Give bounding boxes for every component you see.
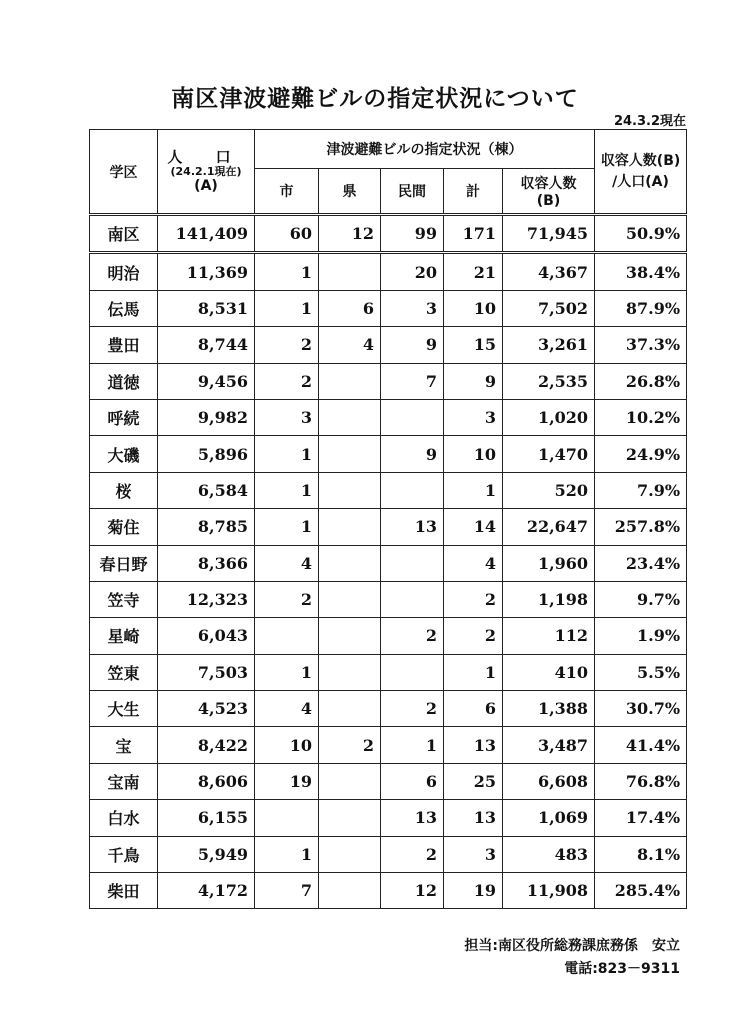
city-count-cell: 10 [255,727,319,763]
header-city: 市 [255,169,319,215]
city-count-cell: 1 [255,472,319,508]
table-row [90,509,687,545]
prefecture-count-cell [319,800,381,836]
header-ratio-line2: /人口(A) [612,173,669,190]
table-row [90,363,687,399]
summary-total: 171 [444,215,503,253]
private-count-cell: 13 [381,509,444,545]
header-prefecture: 県 [319,169,381,215]
header-district: 学区 [90,130,158,215]
total-count-cell: 4 [444,545,503,581]
capacity-cell: 410 [503,654,595,690]
capacity-cell: 3,261 [503,327,595,363]
prefecture-count-cell: 6 [319,290,381,326]
as-of-date: 24.3.2現在 [613,114,686,129]
population-cell: 5,896 [158,436,255,472]
population-cell: 7,503 [158,654,255,690]
prefecture-count-cell [319,545,381,581]
table-row [90,545,687,581]
city-count-cell: 1 [255,290,319,326]
ratio-cell: 285.4% [595,873,687,909]
contact-info: 担当:南区役所総務課庶務係 安立 [464,938,680,954]
city-count-cell: 7 [255,873,319,909]
total-count-cell: 15 [444,327,503,363]
total-count-cell: 13 [444,727,503,763]
header-population-label: 人 口 [167,147,245,166]
district-cell: 柴田 [90,873,158,909]
private-count-cell: 1 [381,727,444,763]
capacity-cell: 7,502 [503,290,595,326]
private-count-cell: 9 [381,436,444,472]
total-count-cell: 3 [444,836,503,872]
population-cell: 12,323 [158,581,255,617]
prefecture-count-cell [319,581,381,617]
prefecture-count-cell [319,436,381,472]
prefecture-count-cell [319,399,381,435]
district-cell: 春日野 [90,545,158,581]
ratio-cell: 30.7% [595,691,687,727]
population-cell: 9,982 [158,399,255,435]
population-cell: 8,785 [158,509,255,545]
population-cell: 6,043 [158,618,255,654]
population-cell: 4,523 [158,691,255,727]
private-count-cell [381,545,444,581]
ratio-cell: 5.5% [595,654,687,690]
population-cell: 8,606 [158,763,255,799]
prefecture-count-cell [319,691,381,727]
summary-district: 南区 [90,215,158,253]
city-count-cell: 2 [255,327,319,363]
private-count-cell [381,654,444,690]
capacity-cell: 1,020 [503,399,595,435]
ratio-cell: 23.4% [595,545,687,581]
table-row [90,800,687,836]
population-cell: 6,155 [158,800,255,836]
summary-ratio: 50.9% [595,215,687,253]
total-count-cell: 2 [444,618,503,654]
private-count-cell [381,472,444,508]
prefecture-count-cell [319,873,381,909]
prefecture-count-cell [319,363,381,399]
header-ratio-line1: 収容人数(B) [600,152,681,169]
header-population [158,130,255,215]
ratio-cell: 37.3% [595,327,687,363]
city-count-cell: 1 [255,253,319,290]
private-count-cell: 2 [381,691,444,727]
total-count-cell: 25 [444,763,503,799]
private-count-cell: 20 [381,253,444,290]
private-count-cell: 2 [381,618,444,654]
capacity-cell: 1,960 [503,545,595,581]
district-cell: 伝馬 [90,290,158,326]
prefecture-count-cell [319,472,381,508]
prefecture-count-cell [319,618,381,654]
table-row [90,618,687,654]
total-count-cell: 14 [444,509,503,545]
total-count-cell: 10 [444,436,503,472]
ratio-cell: 9.7% [595,581,687,617]
private-count-cell [381,581,444,617]
private-count-cell: 9 [381,327,444,363]
population-cell: 8,366 [158,545,255,581]
prefecture-count-cell [319,654,381,690]
ratio-cell: 7.9% [595,472,687,508]
summary-row [90,215,687,253]
table-row [90,581,687,617]
district-cell: 笠東 [90,654,158,690]
population-cell: 8,531 [158,290,255,326]
total-count-cell: 1 [444,654,503,690]
private-count-cell: 2 [381,836,444,872]
private-count-cell: 12 [381,873,444,909]
evacuation-building-table [89,129,687,909]
total-count-cell: 1 [444,472,503,508]
district-cell: 呼続 [90,399,158,435]
city-count-cell: 2 [255,363,319,399]
ratio-cell: 26.8% [595,363,687,399]
capacity-cell: 520 [503,472,595,508]
summary-population: 141,409 [158,215,255,253]
city-count-cell: 4 [255,545,319,581]
total-count-cell: 3 [444,399,503,435]
prefecture-count-cell [319,253,381,290]
table-row [90,290,687,326]
district-cell: 星崎 [90,618,158,654]
city-count-cell: 3 [255,399,319,435]
district-cell: 菊住 [90,509,158,545]
capacity-cell: 1,470 [503,436,595,472]
header-designation-group: 津波避難ビルの指定状況（棟） [255,130,595,169]
city-count-cell [255,800,319,836]
table-row [90,691,687,727]
table-row [90,763,687,799]
header-capacity-label: 収容人数 [520,176,577,192]
ratio-cell: 8.1% [595,836,687,872]
total-count-cell: 10 [444,290,503,326]
capacity-cell: 22,647 [503,509,595,545]
header-capacity-symbol: (B) [536,193,561,209]
table-row [90,472,687,508]
city-count-cell: 2 [255,581,319,617]
total-count-cell: 21 [444,253,503,290]
private-count-cell [381,399,444,435]
capacity-cell: 4,367 [503,253,595,290]
ratio-cell: 76.8% [595,763,687,799]
district-cell: 道徳 [90,363,158,399]
private-count-cell: 13 [381,800,444,836]
city-count-cell: 1 [255,509,319,545]
prefecture-count-cell: 2 [319,727,381,763]
private-count-cell: 6 [381,763,444,799]
population-cell: 8,422 [158,727,255,763]
district-cell: 白水 [90,800,158,836]
capacity-cell: 112 [503,618,595,654]
total-count-cell: 6 [444,691,503,727]
capacity-cell: 1,069 [503,800,595,836]
table-row [90,727,687,763]
prefecture-count-cell [319,509,381,545]
ratio-cell: 17.4% [595,800,687,836]
ratio-cell: 1.9% [595,618,687,654]
summary-prefecture: 12 [319,215,381,253]
city-count-cell: 1 [255,654,319,690]
ratio-cell: 87.9% [595,290,687,326]
population-cell: 5,949 [158,836,255,872]
summary-capacity: 71,945 [503,215,595,253]
capacity-cell: 1,198 [503,581,595,617]
city-count-cell: 1 [255,836,319,872]
ratio-cell: 38.4% [595,253,687,290]
city-count-cell [255,618,319,654]
population-cell: 9,456 [158,363,255,399]
table-row [90,253,687,290]
prefecture-count-cell: 4 [319,327,381,363]
capacity-cell: 1,388 [503,691,595,727]
capacity-cell: 11,908 [503,873,595,909]
city-count-cell: 4 [255,691,319,727]
table-row [90,327,687,363]
district-cell: 千鳥 [90,836,158,872]
population-cell: 8,744 [158,327,255,363]
header-total: 計 [444,169,503,215]
district-cell: 大生 [90,691,158,727]
district-cell: 豊田 [90,327,158,363]
city-count-cell: 19 [255,763,319,799]
header-private: 民間 [381,169,444,215]
header-capacity [503,169,595,215]
capacity-cell: 483 [503,836,595,872]
table-row [90,836,687,872]
total-count-cell: 9 [444,363,503,399]
district-cell: 笠寺 [90,581,158,617]
total-count-cell: 19 [444,873,503,909]
district-cell: 大磯 [90,436,158,472]
private-count-cell: 3 [381,290,444,326]
ratio-cell: 41.4% [595,727,687,763]
summary-private: 99 [381,215,444,253]
district-cell: 明治 [90,253,158,290]
prefecture-count-cell [319,763,381,799]
population-cell: 4,172 [158,873,255,909]
table-row [90,873,687,909]
header-population-symbol: (A) [194,178,218,195]
population-cell: 6,584 [158,472,255,508]
table-row [90,654,687,690]
capacity-cell: 6,608 [503,763,595,799]
ratio-cell: 10.2% [595,399,687,435]
city-count-cell: 1 [255,436,319,472]
capacity-cell: 3,487 [503,727,595,763]
summary-city: 60 [255,215,319,253]
population-cell: 11,369 [158,253,255,290]
ratio-cell: 24.9% [595,436,687,472]
header-ratio [595,130,687,215]
district-cell: 宝南 [90,763,158,799]
district-cell: 桜 [90,472,158,508]
ratio-cell: 257.8% [595,509,687,545]
table-row [90,399,687,435]
phone-number: 電話:823－9311 [564,961,680,977]
district-cell: 宝 [90,727,158,763]
table-row [90,436,687,472]
private-count-cell: 7 [381,363,444,399]
header-population-date: (24.2.1現在) [170,164,242,178]
prefecture-count-cell [319,836,381,872]
capacity-cell: 2,535 [503,363,595,399]
document-title: 南区津波避難ビルの指定状況について [171,86,579,112]
total-count-cell: 13 [444,800,503,836]
total-count-cell: 2 [444,581,503,617]
